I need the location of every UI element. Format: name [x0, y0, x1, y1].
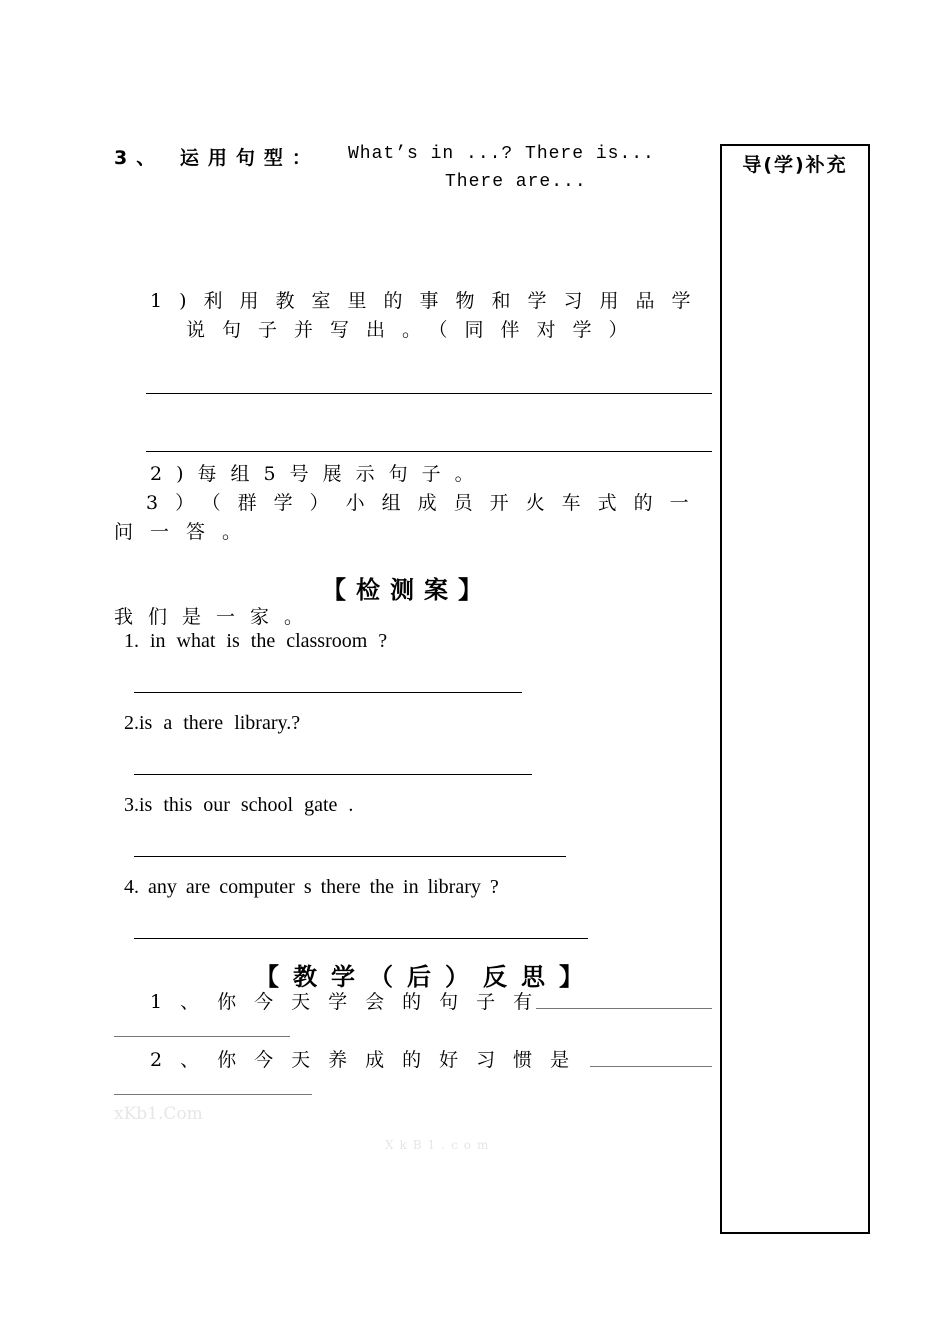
- sentence-pattern-line-2: There are...: [445, 172, 587, 192]
- task-2: 2)每组5号展示句子。: [150, 463, 488, 485]
- sidebar-title: 导(学)补充: [742, 154, 848, 176]
- test-item-2: 2.is a there library.?: [124, 712, 301, 734]
- reflection-question-2: 2、你今天养成的好习惯是: [150, 1049, 588, 1071]
- watermark-2: XkB1.com: [385, 1138, 495, 1152]
- answer-line-2[interactable]: [146, 451, 712, 452]
- test-answer-line-2[interactable]: [134, 774, 532, 775]
- test-item-3: 3.is this our school gate .: [124, 794, 354, 816]
- sidebar-box: [720, 144, 870, 1234]
- reflection-answer-line-1a[interactable]: [536, 1008, 712, 1009]
- test-answer-line-1[interactable]: [134, 692, 522, 693]
- test-item-4: 4. any are computer s there the in library ?: [124, 876, 499, 898]
- task-3-line-2: 问一答。: [114, 521, 259, 543]
- answer-line-1[interactable]: [146, 393, 712, 394]
- sentence-pattern-line-1: What’s in ...? There is...: [348, 144, 655, 164]
- watermark-1: xKb1.Com: [114, 1104, 203, 1124]
- task-1-line-1: 1)利用教室里的事物和学习用品学: [150, 290, 708, 312]
- test-item-1: 1. in what is the classroom ?: [124, 630, 388, 652]
- task-1-line-2: 说句子并写出。（同伴对学）: [186, 319, 645, 341]
- reflection-heading: 【教学（后）反思】: [255, 962, 597, 991]
- test-heading: 【检测案】: [322, 575, 492, 604]
- reflection-answer-line-2a[interactable]: [590, 1066, 712, 1067]
- test-answer-line-4[interactable]: [134, 938, 588, 939]
- reflection-question-1: 1、你今天学会的句子有: [150, 991, 551, 1013]
- task-3-line-1: 3）（群学）小组成员开火车式的一: [146, 492, 706, 514]
- reflection-answer-line-1b[interactable]: [114, 1036, 290, 1037]
- reflection-answer-line-2b[interactable]: [114, 1094, 312, 1095]
- section-3-title: 3、 运用句型：: [114, 147, 320, 169]
- test-intro: 我们是一家。: [114, 606, 319, 628]
- test-answer-line-3[interactable]: [134, 856, 566, 857]
